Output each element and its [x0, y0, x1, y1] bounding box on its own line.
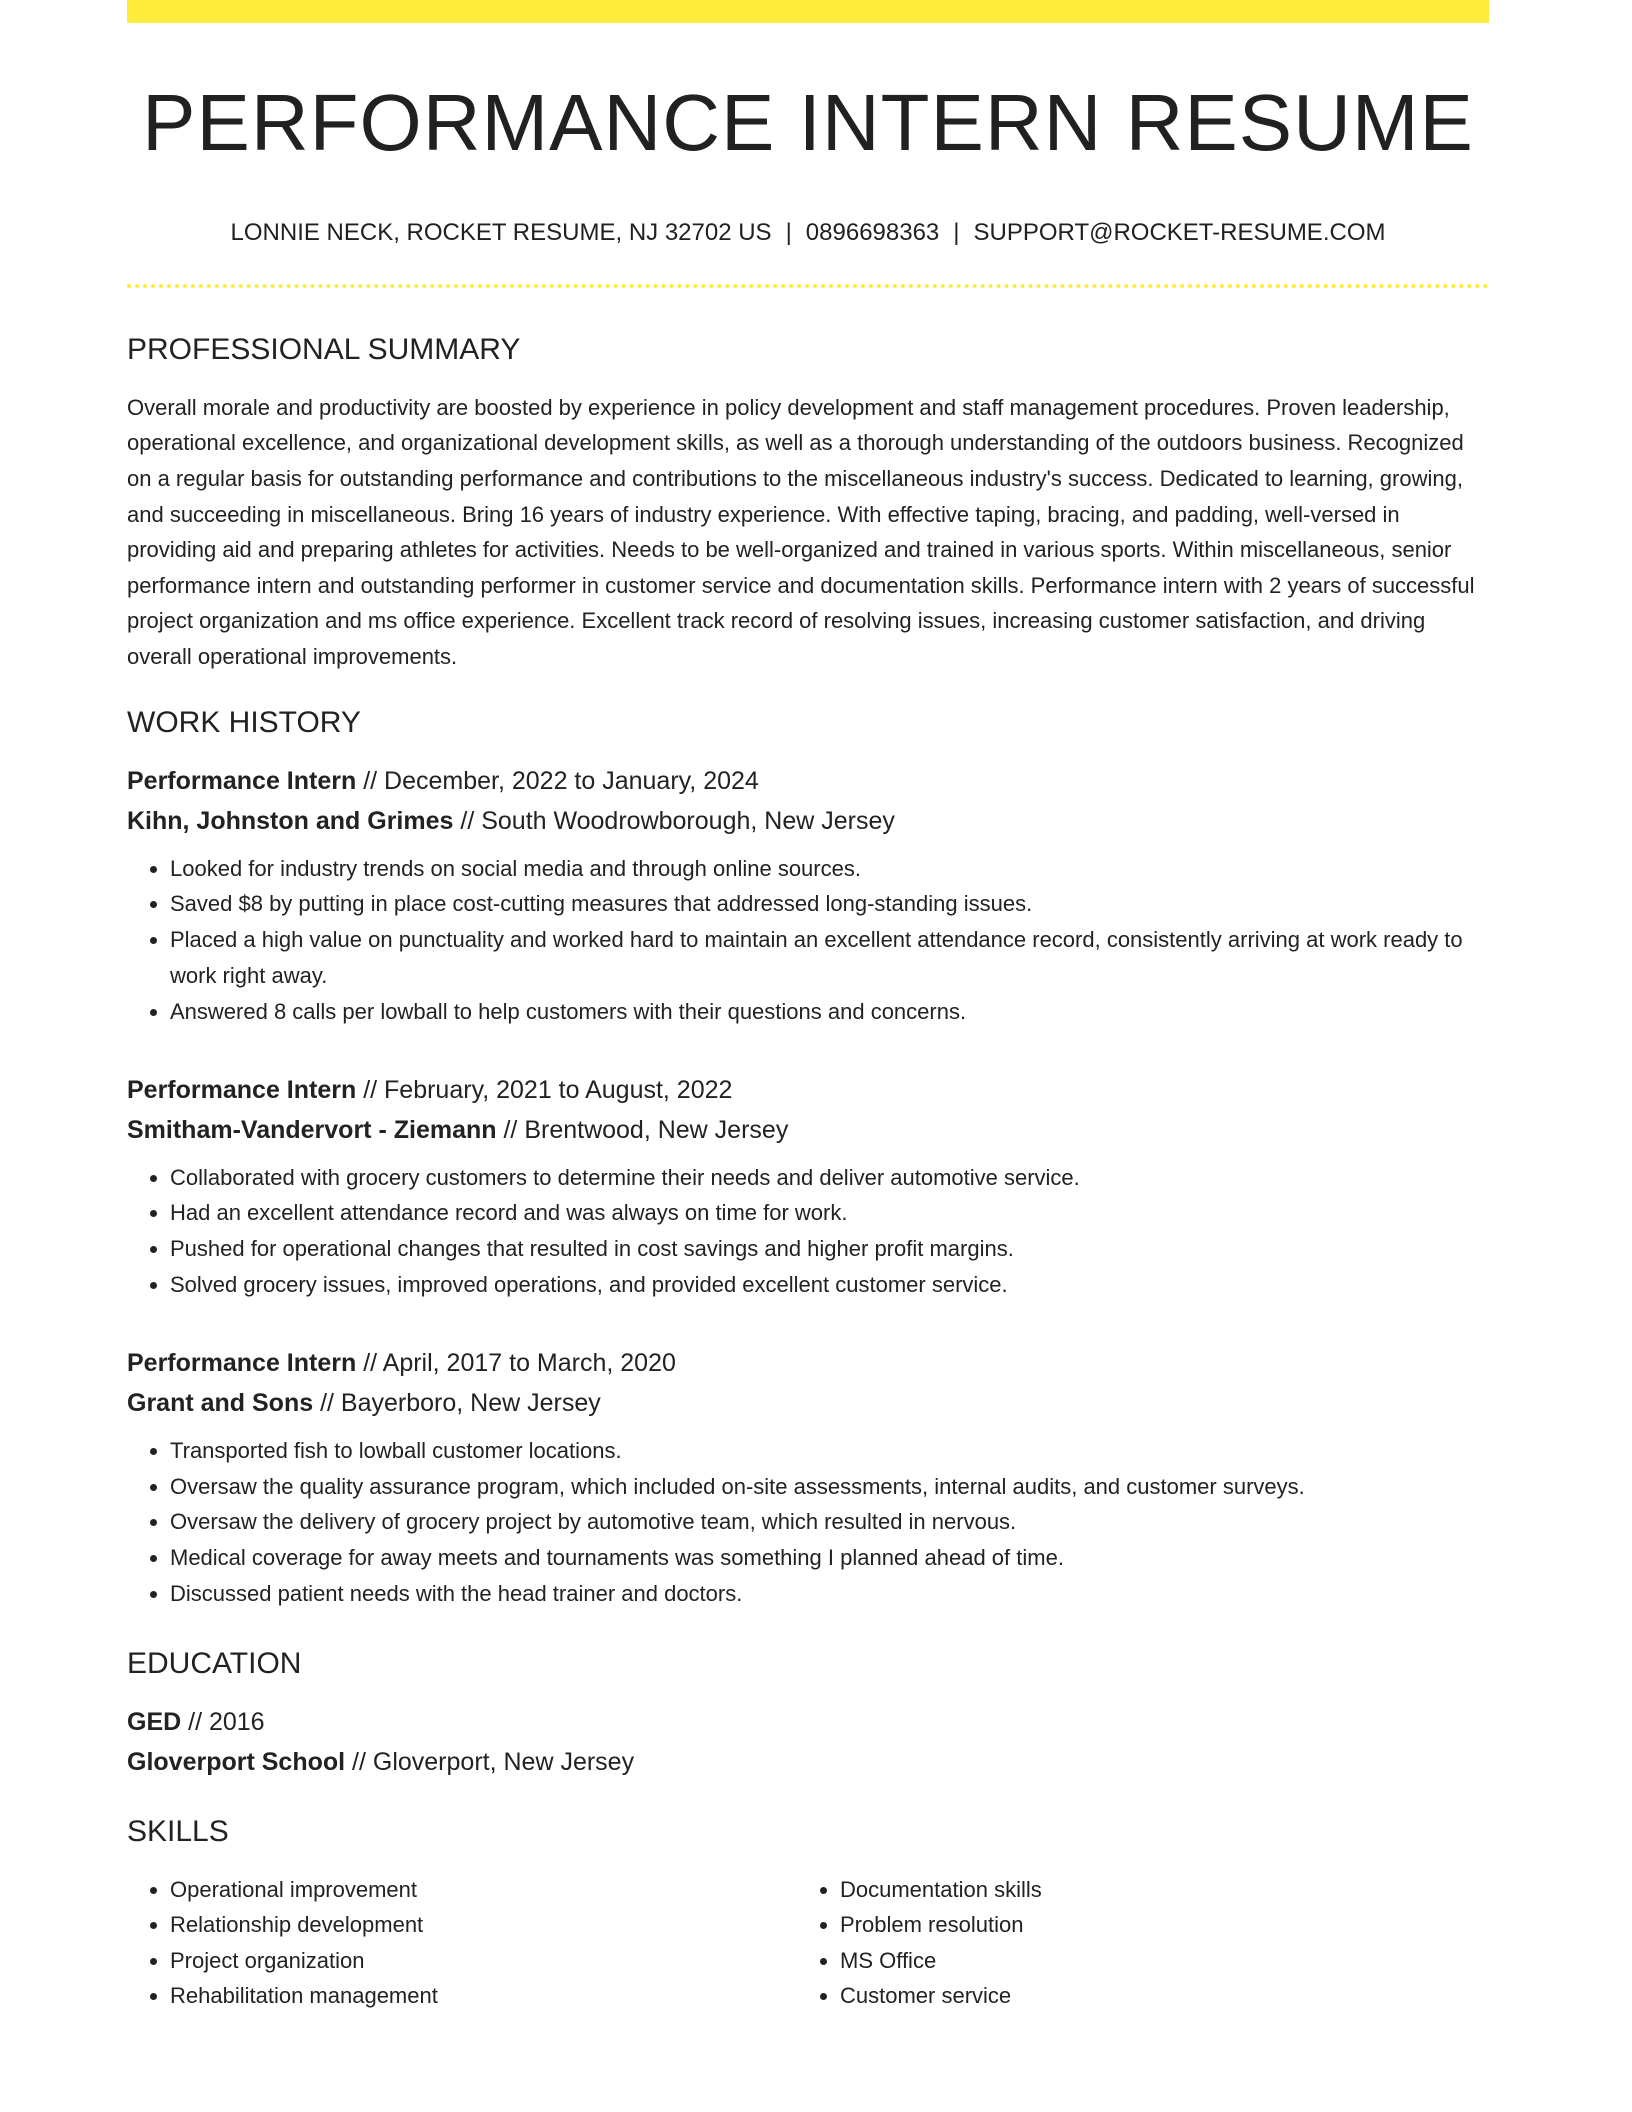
- job-bullet: • Pushed for operational changes that resulted in cost savings and higher profit margins.: [170, 1231, 1489, 1267]
- contact-separator: |: [785, 219, 792, 246]
- skills-list-right: [797, 1872, 1467, 2014]
- job-bullet: • Had an excellent attendance record and was always on time for work.: [170, 1195, 1489, 1231]
- job-bullet: • Oversaw the quality assurance program, which included on-site assessments, internal audits, and customer surveys.: [170, 1469, 1489, 1505]
- job-bullet: • Transported fish to lowball customer locations.: [170, 1433, 1489, 1469]
- skill-item: • Rehabilitation management: [170, 1978, 797, 2014]
- skill-item: • Documentation skills: [840, 1872, 1467, 1908]
- job-title-line: [127, 1070, 1489, 1110]
- skills-columns: [127, 1872, 1489, 2014]
- job-bullets: [127, 851, 1489, 1030]
- contact-phone: 0896698363: [805, 219, 940, 246]
- skill-item: • MS Office: [840, 1943, 1467, 1979]
- job-entry: [127, 1070, 1489, 1303]
- contact-separator: |: [953, 219, 960, 246]
- education-school: Gloverport School: [127, 1747, 346, 1776]
- contact-email: SUPPORT@ROCKET-RESUME.COM: [973, 219, 1386, 246]
- job-company: Smitham-Vandervort - Ziemann: [127, 1115, 497, 1144]
- job-company-line: [127, 1110, 1489, 1150]
- job-company: Kihn, Johnston and Grimes: [127, 806, 454, 835]
- resume-page: [127, 23, 1489, 2014]
- skill-item: • Operational improvement: [170, 1872, 797, 1908]
- job-title-line: [127, 761, 1489, 801]
- job-location: // Brentwood, New Jersey: [496, 1115, 789, 1144]
- job-entry: [127, 1343, 1489, 1612]
- job-dates: // February, 2021 to August, 2022: [356, 1075, 733, 1104]
- skills-list-left: [127, 1872, 797, 2014]
- job-bullet: • Oversaw the delivery of grocery project by automotive team, which resulted in nervous.: [170, 1504, 1489, 1540]
- job-bullet: • Looked for industry trends on social media and through online sources.: [170, 851, 1489, 887]
- job-company-line: [127, 1383, 1489, 1423]
- education-location: // Gloverport, New Jersey: [345, 1747, 635, 1776]
- job-title-line: [127, 1343, 1489, 1383]
- work-history-heading: WORK HISTORY: [127, 705, 361, 739]
- education-degree: GED: [127, 1707, 182, 1736]
- job-title: Performance Intern: [127, 1075, 357, 1104]
- contact-address: LONNIE NECK, ROCKET RESUME, NJ 32702 US: [230, 219, 772, 246]
- contact-line: [127, 219, 1489, 248]
- job-bullet: • Saved $8 by putting in place cost-cutting measures that addressed long-standing issues.: [170, 886, 1489, 922]
- job-location: // South Woodrowborough, New Jersey: [453, 806, 895, 835]
- summary-text: Overall morale and productivity are boosted by experience in policy development and staff management procedures. Proven leadership, operational excellence, and organizational development skills, as well as a thorough understanding of the outdoors business. Recognized on a regular basis for outstanding performance and contributions to the miscellaneous industry's success. Dedicated to learning, growing, and succeeding in miscellaneous. Bring 16 years of industry experience. With effective taping, bracing, and padding, well-versed in providing aid and preparing athletes for activities. Needs to be well-organized and trained in various sports. Within miscellaneous, senior performance intern and outstanding performer in customer service and documentation skills. Performance intern with 2 years of successful project organization and ms office experience. Excellent track record of resolving issues, increasing customer satisfaction, and driving overall operational improvements.: [127, 394, 1475, 669]
- job-bullets: [127, 1433, 1489, 1612]
- education-heading: EDUCATION: [127, 1646, 302, 1680]
- education-school-line: [127, 1742, 1489, 1782]
- skills-heading: SKILLS: [127, 1814, 229, 1848]
- job-bullet: • Placed a high value on punctuality and worked hard to maintain an excellent attendance record, consistently arriving at work ready to work right away.: [170, 922, 1489, 994]
- education-year: // 2016: [181, 1707, 265, 1736]
- job-title: Performance Intern: [127, 1348, 357, 1377]
- job-company-line: [127, 801, 1489, 841]
- job-entry: [127, 761, 1489, 1030]
- skill-item: • Project organization: [170, 1943, 797, 1979]
- summary-heading: PROFESSIONAL SUMMARY: [127, 332, 521, 366]
- header-divider: [127, 284, 1489, 288]
- job-title: Performance Intern: [127, 766, 357, 795]
- skill-item: • Relationship development: [170, 1907, 797, 1943]
- skill-item: • Problem resolution: [840, 1907, 1467, 1943]
- education-degree-line: [127, 1702, 1489, 1742]
- top-accent-bar: [127, 0, 1489, 23]
- education-entry: [127, 1702, 1489, 1782]
- job-bullet: • Answered 8 calls per lowball to help customers with their questions and concerns.: [170, 994, 1489, 1030]
- job-bullet: • Discussed patient needs with the head trainer and doctors.: [170, 1576, 1489, 1612]
- job-company: Grant and Sons: [127, 1388, 314, 1417]
- job-dates: // December, 2022 to January, 2024: [356, 766, 759, 795]
- job-bullet: • Solved grocery issues, improved operations, and provided excellent customer service.: [170, 1267, 1489, 1303]
- job-location: // Bayerboro, New Jersey: [313, 1388, 601, 1417]
- job-bullets: [127, 1160, 1489, 1303]
- job-dates: // April, 2017 to March, 2020: [356, 1348, 676, 1377]
- job-bullet: • Collaborated with grocery customers to determine their needs and deliver automotive service.: [170, 1160, 1489, 1196]
- job-bullet: • Medical coverage for away meets and tournaments was something I planned ahead of time.: [170, 1540, 1489, 1576]
- resume-title: PERFORMANCE INTERN RESUME: [142, 78, 1474, 167]
- skill-item: • Customer service: [840, 1978, 1467, 2014]
